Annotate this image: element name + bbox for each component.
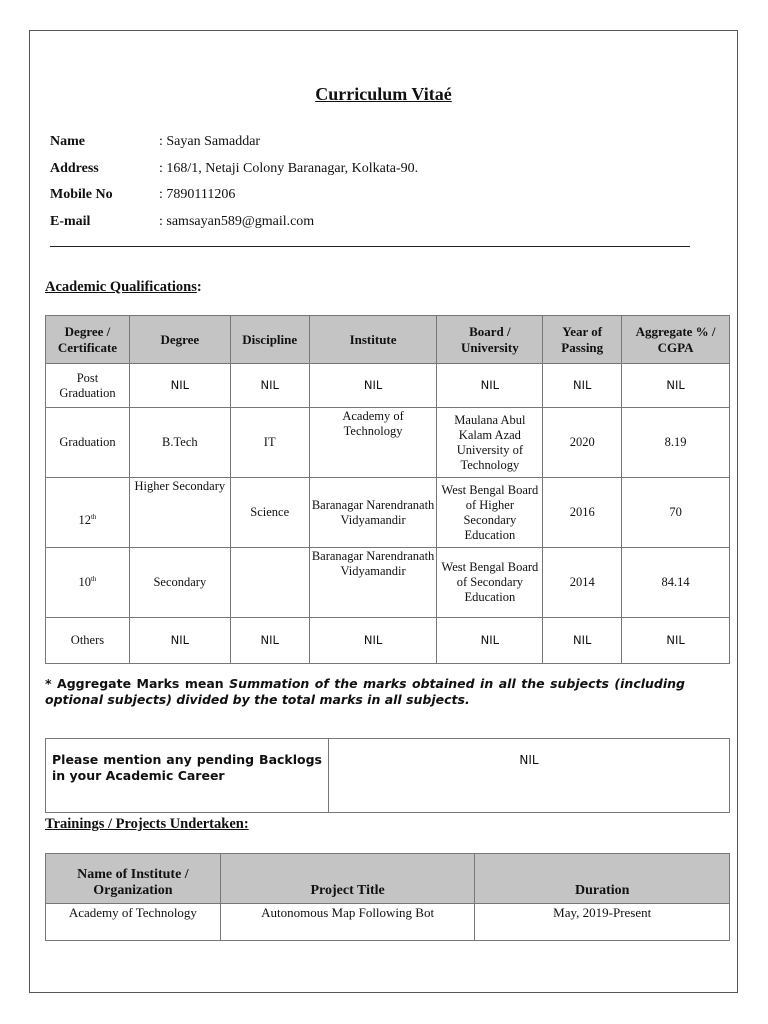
personal-value: : 7890111206 [159, 187, 236, 202]
academic-heading-text: Academic Qualifications [45, 279, 197, 295]
table-cell: Academy of Technology [309, 408, 437, 478]
personal-label: E-mail [50, 214, 91, 229]
table-cell: 70 [622, 478, 730, 548]
table-cell: NIL [230, 364, 309, 408]
table-header: Year of Passing [543, 316, 622, 364]
cell-text: 12 [78, 513, 91, 528]
table-cell: Academy of Technology [46, 904, 221, 941]
table-cell: NIL [543, 618, 622, 664]
table-cell: Science [230, 478, 309, 548]
table-cell: 2016 [543, 478, 622, 548]
table-cell [230, 548, 309, 618]
table-cell: Baranagar Narendranath Vidyamandir [309, 478, 437, 548]
table-header-row [46, 316, 730, 364]
table-cell: Secondary [129, 548, 230, 618]
table-cell: B.Tech [129, 408, 230, 478]
note-prefix: * Aggregate Marks mean [45, 676, 230, 691]
table-cell: Others [46, 618, 130, 664]
table-cell: Autonomous Map Following Bot [220, 904, 475, 941]
table-cell: Maulana Abul Kalam Azad University of Technology [437, 408, 543, 478]
table-cell: Post Graduation [46, 364, 130, 408]
table-row [46, 478, 730, 548]
table-row [46, 548, 730, 618]
personal-value: : samsayan589@gmail.com [159, 214, 315, 229]
table-cell: NIL [437, 364, 543, 408]
table-cell: West Bengal Board of Higher Secondary Education [437, 478, 543, 548]
projects-heading-text: Trainings / Projects Undertaken: [45, 816, 249, 832]
projects-table [45, 853, 730, 941]
academic-table [45, 315, 730, 664]
table-row [46, 904, 730, 941]
cv-page [29, 30, 738, 993]
table-cell: NIL [129, 364, 230, 408]
table-cell: NIL [309, 364, 437, 408]
table-row [46, 408, 730, 478]
table-row [46, 364, 730, 408]
personal-value: : 168/1, Netaji Colony Baranagar, Kolkata-90. [159, 161, 419, 176]
backlog-question: Please mention any pending Backlogs in your Academic Career [46, 739, 329, 813]
academic-heading-colon: : [196, 279, 202, 295]
cell-text: 10 [78, 575, 91, 590]
table-cell: Graduation [46, 408, 130, 478]
table-header: Aggregate % / CGPA [622, 316, 730, 364]
aggregate-note [45, 676, 685, 707]
table-cell: NIL [437, 618, 543, 664]
table-row [46, 618, 730, 664]
table-cell: NIL [230, 618, 309, 664]
table-header: Degree / Certificate [46, 316, 130, 364]
backlog-answer: NIL [329, 739, 730, 813]
table-cell: 84.14 [622, 548, 730, 618]
table-cell: NIL [129, 618, 230, 664]
projects-heading [45, 816, 249, 833]
table-header: Name of Institute / Organization [46, 854, 221, 904]
superscript: th [90, 574, 97, 583]
table-cell: IT [230, 408, 309, 478]
table-header: Degree [129, 316, 230, 364]
table-cell: NIL [543, 364, 622, 408]
table-cell: NIL [622, 618, 730, 664]
divider [50, 246, 690, 247]
academic-heading [45, 279, 202, 296]
personal-label: Name [50, 134, 85, 149]
table-cell: May, 2019-Present [475, 904, 730, 941]
table-header-row [46, 854, 730, 904]
table-header: Discipline [230, 316, 309, 364]
table-cell: Baranagar Narendranath Vidyamandir [309, 548, 437, 618]
document-title: Curriculum Vitaé [315, 84, 452, 104]
table-cell: 2020 [543, 408, 622, 478]
table-header: Institute [309, 316, 437, 364]
table-header: Duration [475, 854, 730, 904]
note-italic: Summation of the marks obtained in all the subjects (including optional subjects) divided by the total marks in all subjects. [45, 676, 685, 707]
table-header: Board / University [437, 316, 543, 364]
table-cell [46, 478, 130, 548]
table-header: Project Title [220, 854, 475, 904]
table-cell: West Bengal Board of Secondary Education [437, 548, 543, 618]
table-row [46, 739, 730, 813]
personal-label: Address [50, 161, 99, 176]
superscript: th [90, 513, 97, 522]
table-cell [46, 548, 130, 618]
table-cell: 8.19 [622, 408, 730, 478]
table-cell: NIL [622, 364, 730, 408]
personal-value: : Sayan Samaddar [159, 134, 261, 149]
backlog-table [45, 738, 730, 813]
personal-label: Mobile No [50, 187, 113, 202]
table-cell: 2014 [543, 548, 622, 618]
table-cell: NIL [309, 618, 437, 664]
table-cell: Higher Secondary [129, 478, 230, 548]
